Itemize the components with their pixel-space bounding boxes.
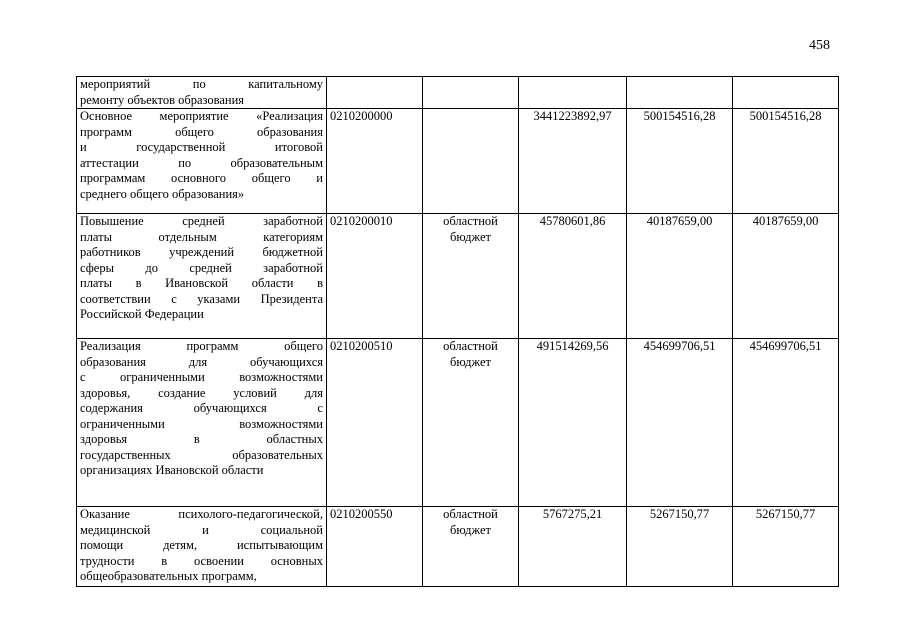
cell-amount-year1: 3441223892,97 — [519, 109, 627, 214]
cell-funding-source — [423, 214, 519, 339]
event-name-line: здоровья в областных — [80, 432, 323, 446]
cell-event-name — [77, 109, 327, 214]
cell-amount-year1: 45780601,86 — [519, 214, 627, 339]
cell-code: 0210200000 — [327, 109, 423, 214]
cell-amount-year1 — [519, 77, 627, 109]
event-name-line: мероприятий по капитальному — [80, 77, 323, 91]
event-name-line: платы в Ивановской области в — [80, 276, 323, 290]
event-name-line: среднего общего образования» — [80, 186, 245, 201]
page-number: 458 — [809, 38, 830, 53]
cell-event-name — [77, 77, 327, 109]
funding-source-line: областной — [443, 507, 498, 521]
event-name-line: соответствии с указами Президента — [80, 291, 323, 306]
event-name-line: ремонту объектов образования — [80, 92, 245, 107]
event-name-line: работников учреждений бюджетной — [80, 245, 323, 259]
table-row — [77, 507, 839, 587]
budget-table — [76, 76, 839, 587]
cell-amount-year2: 5267150,77 — [627, 507, 733, 587]
cell-amount-year1: 5767275,21 — [519, 507, 627, 587]
cell-amount-year3: 454699706,51 — [733, 339, 839, 507]
event-name-line: помощи детям, испытывающим — [80, 538, 323, 552]
event-name-line: медицинской и социальной — [80, 522, 323, 537]
event-name-line: сферы до средней заработной — [80, 260, 323, 275]
cell-amount-year3: 500154516,28 — [733, 109, 839, 214]
cell-funding-source — [423, 109, 519, 214]
funding-source-line: областной — [443, 214, 498, 228]
cell-code: 0210200010 — [327, 214, 423, 339]
cell-event-name — [77, 339, 327, 507]
cell-funding-source — [423, 77, 519, 109]
event-name-line: Российской Федерации — [80, 307, 204, 321]
table-row — [77, 77, 839, 109]
cell-funding-source — [423, 339, 519, 507]
event-name-line: государственных образовательных — [80, 447, 323, 462]
cell-amount-year1: 491514269,56 — [519, 339, 627, 507]
funding-source-line: бюджет — [450, 354, 491, 369]
event-name-line: организациях Ивановской области — [80, 463, 264, 477]
event-name-line: Реализация программ общего — [80, 339, 323, 353]
event-name-line: Основное мероприятие «Реализация — [80, 109, 323, 123]
event-name-line: трудности в освоении основных — [80, 553, 323, 568]
cell-funding-source — [423, 507, 519, 587]
event-name-line: с ограниченными возможностями — [80, 370, 323, 384]
funding-source-line: бюджет — [450, 522, 491, 537]
cell-amount-year3: 40187659,00 — [733, 214, 839, 339]
cell-amount-year3: 5267150,77 — [733, 507, 839, 587]
event-name-line: ограниченными возможностями — [80, 416, 323, 431]
cell-amount-year2: 40187659,00 — [627, 214, 733, 339]
event-name-line: Оказание психолого-педагогической, — [80, 507, 323, 521]
event-name-line: платы отдельным категориям — [80, 229, 323, 244]
cell-amount-year3 — [733, 77, 839, 109]
cell-amount-year2: 500154516,28 — [627, 109, 733, 214]
cell-amount-year2 — [627, 77, 733, 109]
cell-amount-year2: 454699706,51 — [627, 339, 733, 507]
table-row — [77, 339, 839, 507]
table-row — [77, 214, 839, 339]
event-name-line: здоровья, создание условий для — [80, 385, 323, 400]
event-name-line: программам основного общего и — [80, 171, 323, 185]
cell-code: 0210200510 — [327, 339, 423, 507]
event-name-line: и государственной итоговой — [80, 140, 323, 154]
event-name-line: образования для обучающихся — [80, 354, 323, 369]
cell-code: 0210200550 — [327, 507, 423, 587]
event-name-line: содержания обучающихся с — [80, 401, 323, 415]
cell-event-name — [77, 214, 327, 339]
event-name-line: Повышение средней заработной — [80, 214, 323, 228]
cell-event-name — [77, 507, 327, 587]
event-name-line: общеобразовательных программ, — [80, 569, 257, 583]
funding-source-line: областной — [443, 339, 498, 353]
funding-source-line: бюджет — [450, 229, 491, 244]
table-row — [77, 109, 839, 214]
event-name-line: программ общего образования — [80, 124, 323, 139]
cell-code — [327, 77, 423, 109]
event-name-line: аттестации по образовательным — [80, 155, 323, 170]
